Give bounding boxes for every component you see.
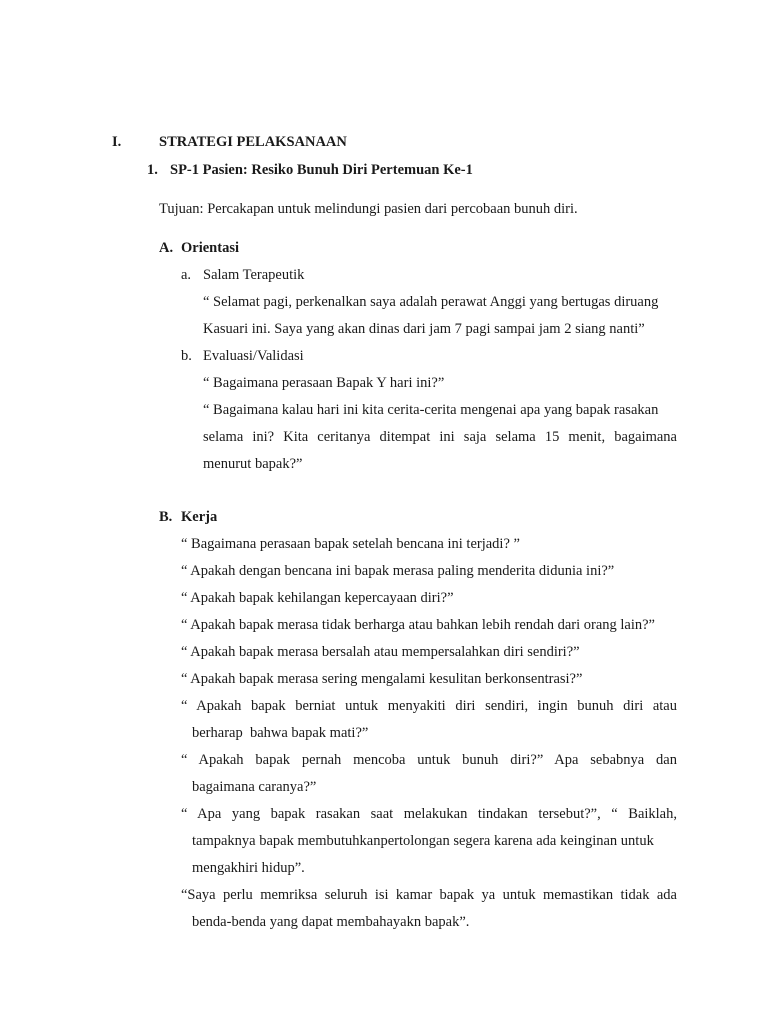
kerja-line-8: berharap bahwa bapak mati?” (192, 725, 369, 741)
kerja-line-15: benda-benda yang dapat membahayakn bapak”. (192, 914, 470, 930)
kerja-line-10: bagaimana caranya?” (192, 779, 317, 795)
kerja-line-7: “ Apakah bapak berniat untuk menyakiti diri sendiri, ingin bunuh diri atau (181, 698, 677, 714)
evaluasi-line-4: menurut bapak?” (203, 456, 303, 472)
kerja-line-9: “ Apakah bapak pernah mencoba untuk bunuh diri?” Apa sebabnya dan (181, 752, 677, 768)
kerja-line-14: “Saya perlu memriksa seluruh isi kamar bapak ya untuk memastikan tidak ada (181, 887, 677, 903)
kerja-title: Kerja (181, 509, 218, 525)
evaluasi-title: Evaluasi/Validasi (203, 348, 304, 364)
salam-line-2: Kasuari ini. Saya yang akan dinas dari jam 7 pagi sampai jam 2 siang nanti” (203, 321, 645, 337)
evaluasi-line-3: selama ini? Kita ceritanya ditempat ini saja selama 15 menit, bagaimana (203, 429, 677, 445)
tujuan-text: Tujuan: Percakapan untuk melindungi pasien dari percobaan bunuh diri. (159, 201, 578, 217)
salam-line-1: “ Selamat pagi, perkenalkan saya adalah perawat Anggi yang bertugas diruang (203, 294, 659, 310)
salam-marker: a. (181, 267, 192, 283)
section-number: I. (112, 134, 122, 150)
kerja-line-12: tampaknya bapak membutuhkanpertolongan segera karena ada keinginan untuk (192, 833, 654, 849)
orientasi-title: Orientasi (181, 240, 239, 256)
kerja-line-13: mengakhiri hidup”. (192, 860, 305, 876)
evaluasi-marker: b. (181, 348, 192, 364)
salam-title: Salam Terapeutik (203, 267, 305, 283)
kerja-label: B. (159, 509, 173, 525)
section-title: STRATEGI PELAKSANAAN (159, 134, 347, 150)
subsection-number: 1. (147, 162, 158, 178)
evaluasi-line-2: “ Bagaimana kalau hari ini kita cerita-cerita mengenai apa yang bapak rasakan (203, 402, 659, 418)
evaluasi-line-1: “ Bagaimana perasaan Bapak Y hari ini?” (203, 375, 445, 391)
kerja-line-1: “ Bagaimana perasaan bapak setelah bencana ini terjadi? ” (181, 536, 520, 552)
kerja-line-6: “ Apakah bapak merasa sering mengalami kesulitan berkonsentrasi?” (181, 671, 583, 687)
kerja-line-4: “ Apakah bapak merasa tidak berharga atau bahkan lebih rendah dari orang lain?” (181, 617, 655, 633)
kerja-line-2: “ Apakah dengan bencana ini bapak merasa paling menderita didunia ini?” (181, 563, 615, 579)
kerja-line-11: “ Apa yang bapak rasakan saat melakukan tindakan tersebut?”, “ Baiklah, (181, 806, 677, 822)
orientasi-label: A. (159, 240, 174, 256)
subsection-title: SP-1 Pasien: Resiko Bunuh Diri Pertemuan Ke-1 (170, 162, 473, 178)
kerja-line-3: “ Apakah bapak kehilangan kepercayaan diri?” (181, 590, 454, 606)
kerja-line-5: “ Apakah bapak merasa bersalah atau mempersalahkan diri sendiri?” (181, 644, 580, 660)
